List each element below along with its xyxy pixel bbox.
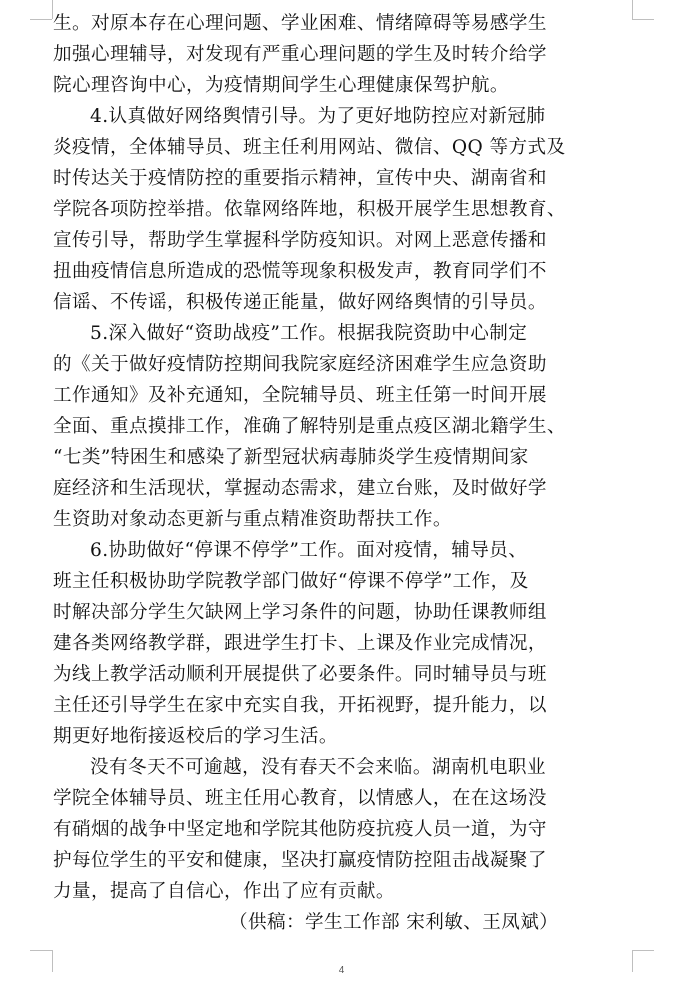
crop-mark-bottom-left [30,950,52,951]
text-line: 工作通知》及补充通知，全院辅导员、班主任第一时间开展 [53,385,547,406]
text-line: 宣传引导，帮助学生掌握科学防疫知识。对网上恶意传播和 [53,230,547,251]
crop-mark-top-left [30,19,52,20]
text-line: 扭曲疫情信息所造成的恐慌等现象积极发声，教育同学们不 [53,261,547,282]
text-line: 的《关于做好疫情防控期间我院家庭经济困难学生应急资助 [53,354,547,375]
section-heading-line: 6.协助做好“停课不停学”工作。面对疫情，辅导员、 [90,540,528,561]
text-line: 信谣、不传谣，积极传递正能量，做好网络舆情的引导员。 [53,292,547,313]
author-credit: （供稿：学生工作部 宋利敏、王凤斌） [229,912,559,933]
page-number: 4 [338,965,345,976]
text-line: 主任还引导学生在家中充实自我，开拓视野，提升能力，以 [53,695,547,716]
text-line: 期更好地衔接返校后的学习生活。 [53,726,338,747]
text-line: 炎疫情，全体辅导员、班主任利用网站、微信、QQ 等方式及 [53,137,566,158]
text-line: 力量，提高了自信心，作出了应有贡献。 [53,881,395,902]
body-text [53,8,633,938]
text-line: 生资助对象动态更新与重点精准资助帮扶工作。 [53,509,452,530]
crop-mark-bottom-right [632,950,654,951]
text-line: 加强心理辅导，对发现有严重心理问题的学生及时转介给学 [53,44,547,65]
text-line: 学院全体辅导员、班主任用心教育，以情感人，在在这场没 [53,788,547,809]
closing-paragraph-line: 没有冬天不可逾越，没有春天不会来临。湖南机电职业 [90,757,546,778]
text-line: 建各类网络教学群，跟进学生打卡、上课及作业完成情况， [53,633,547,654]
text-line: 学院各项防控举措。依靠网络阵地，积极开展学生思想教育、 [53,199,566,220]
section-heading-line: 5.深入做好“资助战疫”工作。根据我院资助中心制定 [90,323,528,344]
text-line: 时解决部分学生欠缺网上学习条件的问题，协助任课教师组 [53,602,547,623]
text-line: 护每位学生的平安和健康，坚决打赢疫情防控阻击战凝聚了 [53,850,547,871]
text-line: 为线上教学活动顺利开展提供了必要条件。同时辅导员与班 [53,664,547,685]
text-line: 班主任积极协助学院教学部门做好“停课不停学”工作，及 [53,571,529,592]
text-line: 生。对原本存在心理问题、学业困难、情绪障碍等易感学生 [53,13,547,34]
text-line: 有硝烟的战争中坚定地和学院其他防疫抗疫人员一道，为守 [53,819,547,840]
text-line: “七类”特困生和感染了新型冠状病毒肺炎学生疫情期间家 [53,447,529,468]
section-heading-line: 4.认真做好网络舆情引导。为了更好地防控应对新冠肺 [90,106,546,127]
text-line: 全面、重点摸排工作，准确了解特别是重点疫区湖北籍学生、 [53,416,566,437]
text-line: 时传达关于疫情防控的重要指示精神，宣传中央、湖南省和 [53,168,547,189]
text-line: 院心理咨询中心，为疫情期间学生心理健康保驾护航。 [53,75,509,96]
crop-mark-top-right [632,19,654,20]
text-line: 庭经济和生活现状，掌握动态需求，建立台账，及时做好学 [53,478,547,499]
